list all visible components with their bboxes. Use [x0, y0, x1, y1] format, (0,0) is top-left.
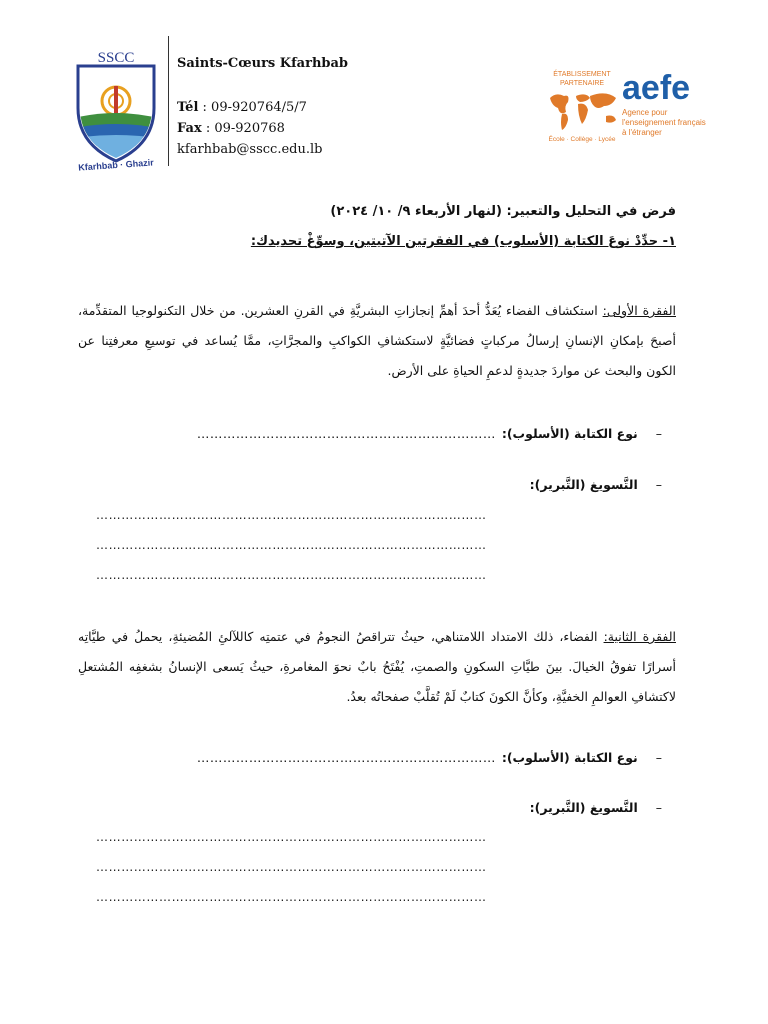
aefe-partner-logo — [542, 66, 712, 150]
justify-label-1: التَّسويغ (التَّبرير): — [529, 477, 638, 492]
paragraph-1-text: استكشاف الفضاء يُعَدُّ أحدَ أهمِّ إنجازاتِ البشريَّةِ في القرنِ العشرين. من خلال التكنولوجيا المتقدِّمة، أصبحَ بإمكانِ الإنسانِ إرسالُ مركباتٍ فضائيَّةٍ لاستكشافِ الكواكبِ والمجرَّاتِ، ممَّا يُساعد في توسيعِ معرفتِنا عن الكون والبحث عن مواردَ جديدةٍ لدعمِ الحياةِ على الأرض. — [78, 303, 676, 378]
question-title: ١- حدِّدْ نوعَ الكتابة (الأسلوب) في الفقرتين الآتيتين، وسوِّغْ تحديدك: — [250, 234, 676, 249]
style-label-2: نوع الكتابة (الأسلوب): — [501, 750, 638, 765]
justify-answer-line-1b[interactable]: ………………………………………………………………………………… — [96, 538, 487, 552]
school-name: Saints-Cœurs Kfarhbab — [177, 56, 348, 71]
justify-label-2: التَّسويغ (التَّبرير): — [529, 800, 638, 815]
bullet-dash: – — [655, 800, 662, 815]
paragraph-2-label: الفقرة الثانية: — [603, 629, 676, 644]
paragraph-1-label: الفقرة الأولى: — [602, 303, 676, 318]
email[interactable]: kfarhbab@sscc.edu.lb — [177, 142, 323, 157]
partner-line2: PARTENAIRE — [559, 80, 605, 87]
aefe-line3: à l'étranger — [622, 128, 662, 137]
style-answer-line-1[interactable]: …………………………………………………………… — [196, 426, 496, 441]
justify-answer-line-1c[interactable]: ………………………………………………………………………………… — [96, 568, 487, 582]
tel-line — [177, 100, 307, 115]
justify-answer-line-2c[interactable]: ………………………………………………………………………………… — [96, 890, 487, 904]
exam-title: فرض في التحليل والتعبير: (لنهار الأربعاء ٩/ ١٠/ ٢٠٢٤) — [330, 204, 676, 219]
world-map-icon — [546, 90, 620, 132]
bullet-dash: – — [655, 426, 662, 441]
justify-field-2 — [530, 800, 662, 815]
justify-field-1 — [530, 477, 662, 492]
justify-answer-line-1a[interactable]: ………………………………………………………………………………… — [96, 508, 487, 522]
header-divider — [168, 36, 169, 166]
partner-levels: École · Collège · Lycée — [548, 136, 616, 143]
logo-text: SSCC — [97, 50, 135, 66]
tel-label: Tél — [177, 100, 199, 115]
aefe-line1: Agence pour — [622, 108, 668, 117]
paragraph-2 — [78, 622, 676, 712]
paragraph-1 — [78, 296, 676, 386]
bullet-dash: – — [655, 477, 662, 492]
style-field-1 — [197, 426, 662, 441]
logo-bottom-text: Kfarhbab · Ghazir — [77, 157, 155, 173]
partner-line1: ÉTABLISSEMENT — [553, 71, 611, 78]
style-answer-line-2[interactable]: …………………………………………………………… — [196, 750, 496, 765]
aefe-brand: aefe — [622, 69, 691, 107]
aefe-line2: l'enseignement français — [622, 118, 706, 127]
paragraph-2-text: الفضاء، ذلك الامتداد اللامتناهي، حيثُ تتراقصُ النجومُ في عتمتِه كاللآلئِ المُضيئةِ، يحملُ في طيَّاتِه أسرارًا تفوقُ الخيالَ. بينَ طيَّاتِ السكونِ والصمتِ، يُفْتَحُ بابٌ نحوَ المغامرةِ، حيثُ يَسعى الإنسانُ بشغفِه المُشتعلِ لاكتشافِ العوالمِ الخفيَّةِ، وكأنَّ الكونَ كتابٌ لَمْ تُقلَّبْ صفحاتُه بعدُ. — [78, 629, 676, 704]
tel-value: : 09-920764/5/7 — [198, 100, 307, 115]
fax-value: : 09-920768 — [201, 121, 285, 136]
style-label-1: نوع الكتابة (الأسلوب): — [501, 426, 638, 441]
bullet-dash: – — [655, 750, 662, 765]
style-field-2 — [197, 750, 662, 765]
fax-line — [177, 121, 285, 136]
school-logo — [74, 46, 158, 173]
justify-answer-line-2b[interactable]: ………………………………………………………………………………… — [96, 860, 487, 874]
justify-answer-line-2a[interactable]: ………………………………………………………………………………… — [96, 830, 487, 844]
fax-label: Fax — [177, 121, 202, 136]
